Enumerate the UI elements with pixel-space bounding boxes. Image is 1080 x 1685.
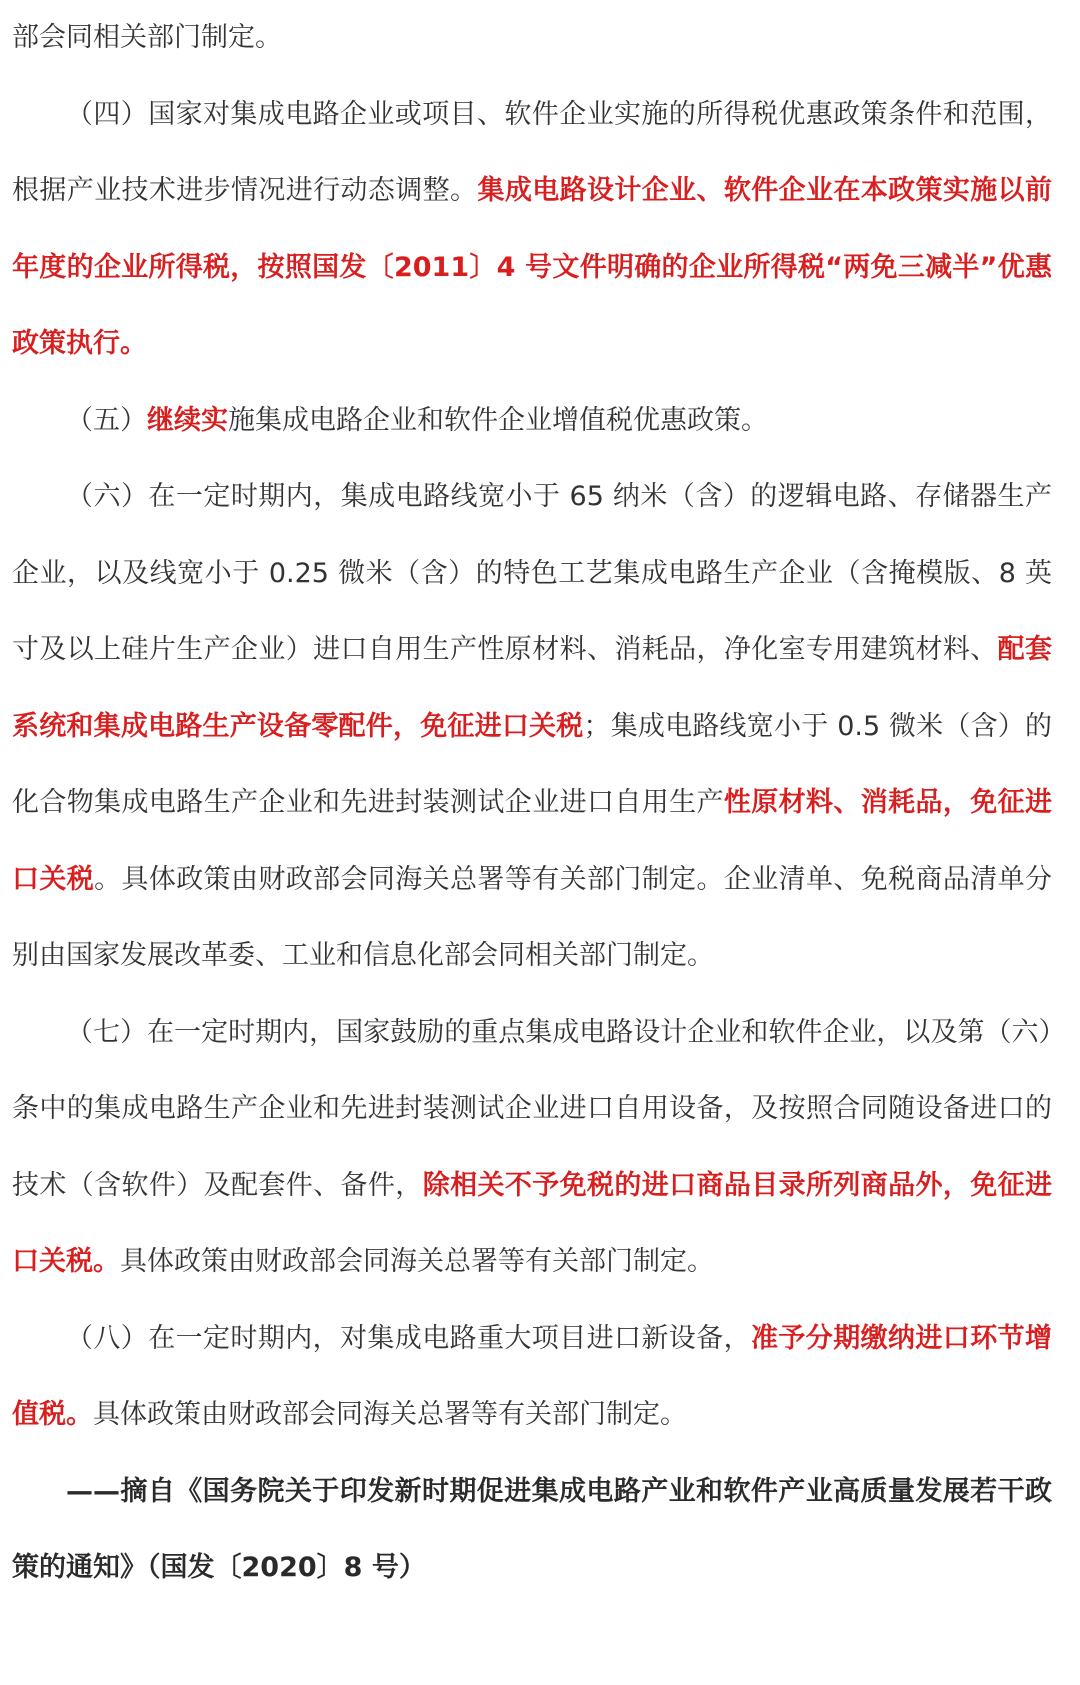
text-span: 施集成电路企业和软件企业增值税优惠政策。 xyxy=(228,404,768,436)
highlight-span: 准予分期缴纳进口环节增值税。 xyxy=(12,1322,1052,1430)
text-span: 。具体政策由财政部会同海关总署等有关部门制定。企业清单、免税商品清单分别由国家发展改革委、工业和信息化部会同相关部门制定。 xyxy=(12,863,1053,971)
highlight-span: 集成电路设计企业、软件企业在本政策实施以前年度的企业所得税，按照国发〔2011〕4 号文件明确的企业所得税“两免三减半”优惠政策执行。 xyxy=(12,175,1053,359)
text-span: （五） xyxy=(66,404,147,436)
paragraph-item-4 xyxy=(12,77,1052,383)
text-span: （四）国家对集成电路企业或项目、软件企业实施的所得税优惠政策条件和范围，根据产业技术进步情况进行动态调整。 xyxy=(12,98,1052,206)
paragraph-item-6 xyxy=(12,459,1052,995)
text-span: ；集成电路线宽小于 0.5 微米（含）的化合物集成电路生产企业和先进封装测试企业进口自用生产 xyxy=(12,710,1052,818)
text-span: （七）在一定时期内，国家鼓励的重点集成电路设计企业和软件企业，以及第（六）条中的集成电路生产企业和先进封装测试企业进口自用设备，及按照合同随设备进口的技术（含软件）及配套件、备件， xyxy=(12,1016,1052,1201)
paragraph-item-5 xyxy=(12,383,1052,460)
text-span: 部会同相关部门制定。 xyxy=(12,22,282,53)
text-span: （八）在一定时期内，对集成电路重大项目进口新设备， xyxy=(66,1322,751,1354)
highlight-span: 性原材料、消耗品，免征进口关税 xyxy=(12,787,1053,895)
source-citation: ——摘自《国务院关于印发新时期促进集成电路产业和软件产业高质量发展若干政策的通知》（国发〔2020〕8 号） xyxy=(12,1475,1052,1583)
text-span: 具体政策由财政部会同海关总署等有关部门制定。 xyxy=(93,1399,687,1430)
highlight-span: 继续实 xyxy=(147,404,228,436)
text-span: （六）在一定时期内，集成电路线宽小于 65 纳米（含）的逻辑电路、存储器生产企业，以及线宽小于 0.25 微米（含）的特色工艺集成电路生产企业（含掩模版、8 英寸及以上硅片生产企业）进口自用生产性原材料、消耗品，净化室专用建筑材料、 xyxy=(12,481,1052,665)
paragraph-item-7 xyxy=(12,995,1052,1301)
highlight-span: 配套系统和集成电路生产设备零配件，免征进口关税 xyxy=(12,634,1053,742)
text-span: 具体政策由财政部会同海关总署等有关部门制定。 xyxy=(120,1246,714,1277)
highlight-span: 除相关不予免税的进口商品目录所列商品外，免征进口关税。 xyxy=(12,1169,1053,1277)
paragraph-item-8 xyxy=(12,1301,1052,1454)
paragraph-continuation xyxy=(12,0,1052,77)
